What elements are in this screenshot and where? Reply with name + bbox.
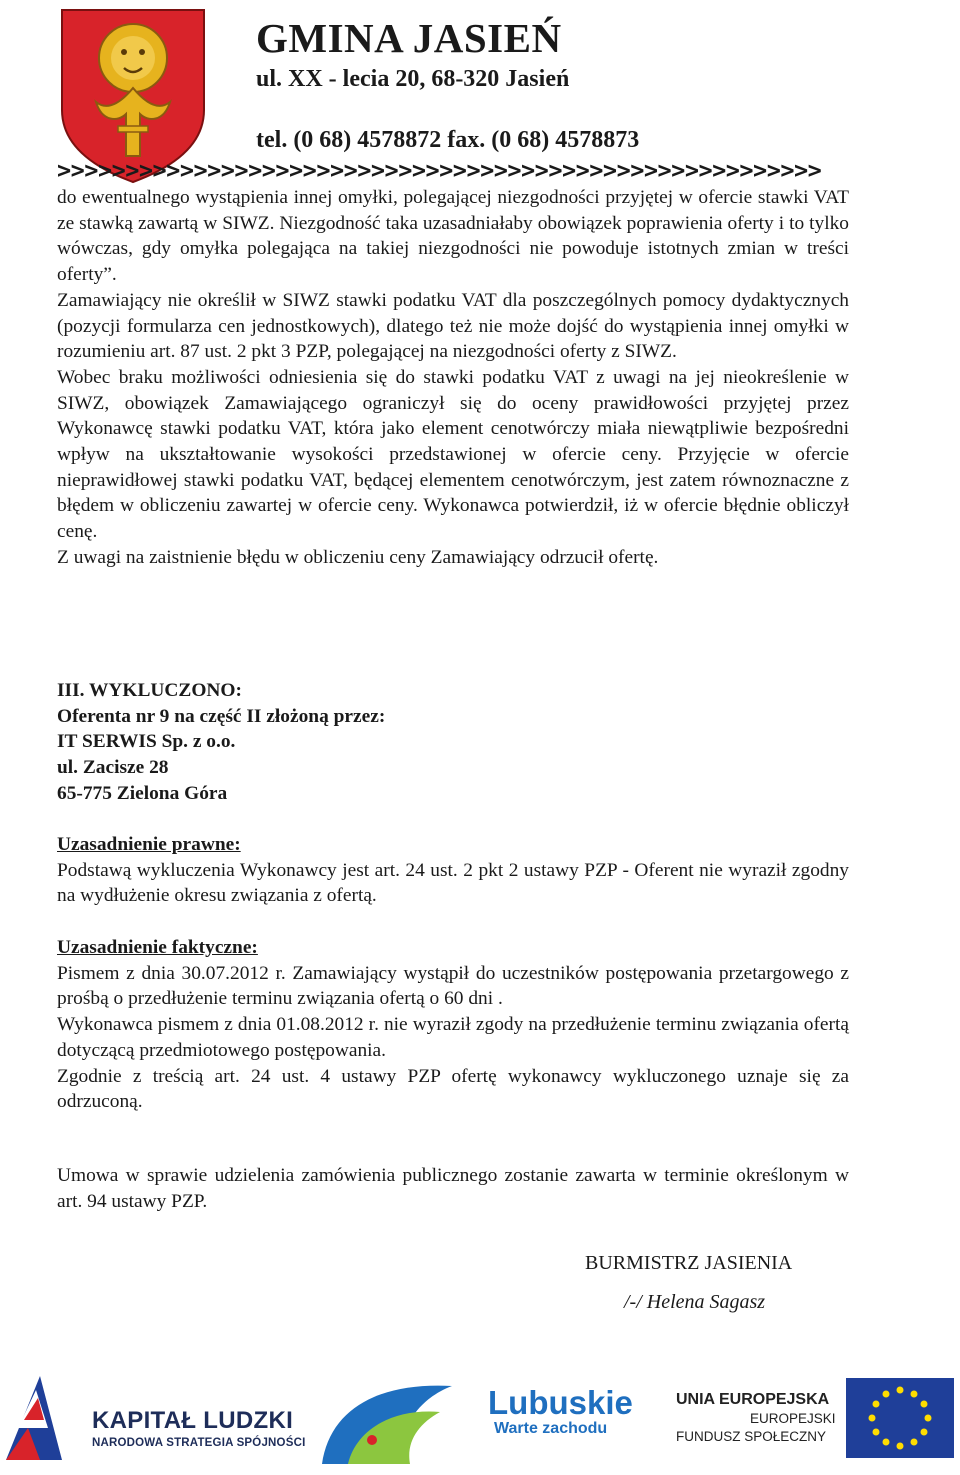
lubuskie-subtitle: Warte zachodu [494, 1420, 608, 1437]
legal-text: Podstawą wykluczenia Wykonawcy jest art. 24 ust. 2 pkt 2 ustawy PZP - Oferent nie wyraził zgodny na wydłużenie okresu związania z ofertą. [57, 859, 849, 907]
paragraph: Wobec braku możliwości odniesienia się do stawki podatku VAT z uwagi na jej nieokreślenie w SIWZ, obowiązek Zamawiającego ograniczył się do oceny prawidłowości przyjętej przez Wykonawcę stawki podatku VAT, która jako element cenotwórczy miała niewątpliwie bezpośredni wpływ na ukształtowanie wysokości przedstawionej w ofercie ceny. Przyjęcie w ofercie nieprawidłowej stawki podatku VAT, będącej elementem cenotwórczym, jest zatem równoznaczne z błędem w obliczeniu zawartej w ofercie ceny. Wykonawca potwierdził, iż w ofercie błędnie obliczył cenę. [57, 366, 849, 543]
bidder-street: ul. Zacisze 28 [57, 757, 169, 779]
bidder-name: IT SERWIS Sp. z o.o. [57, 731, 236, 753]
org-contact: tel. (0 68) 4578872 fax. (0 68) 4578873 [256, 127, 640, 153]
bidder-city: 65-775 Zielona Góra [57, 782, 228, 804]
paragraph: Zamawiający nie określił w SIWZ stawki podatku VAT dla poszczególnych pomocy dydaktycznych (pozycji formularza cen jednostkowych), dlatego też nie może dojść do wystąpienia innej omyłki w rozumieniu art. 87 ust. 2 pkt 3 PZP, polegającej na niezgodności oferty z SIWZ. [57, 289, 849, 363]
paragraph: do ewentualnego wystąpienia innej omyłki, polegającej niezgodności przyjętej w ofercie stawki VAT ze stawką zawartą w SIWZ. Niezgodność taka uzasadniałaby obowiązek poprawienia oferty i to tylko wówczas, gdy omyłka polegająca na takiej niezgodności nie powoduje istotnych zmian w treści oferty”. [57, 187, 849, 286]
signature-title: BURMISTRZ JASIENIA [585, 1252, 793, 1274]
factual-justification [57, 935, 849, 1115]
kapital-ludzki-subtitle: NARODOWA STRATEGIA SPÓJNOŚCI [92, 1437, 306, 1449]
org-address: ul. XX - lecia 20, 68-320 Jasień [256, 66, 570, 92]
closing-text [57, 1163, 849, 1214]
header-separator: >>>>>>>>>>>>>>>>>>>>>>>>>>>>>>>>>>>>>>>>>>>>>>>>>>>>>>>> [57, 156, 822, 184]
factual-paragraph: Pismem z dnia 30.07.2012 r. Zamawiający wystąpił do uczestników postępowania przetargowego z prośbą o przedłużenie terminu związania ofertą o 60 dni . [57, 962, 849, 1010]
legal-heading: Uzasadnienie prawne: [57, 834, 241, 855]
paragraph: Z uwagi na zaistnienie błędu w obliczeniu ceny Zamawiający odrzucił ofertę. [57, 546, 659, 568]
legal-justification [57, 832, 849, 909]
lubuskie-logo-icon [322, 1386, 452, 1464]
lubuskie-title: Lubuskie [488, 1384, 633, 1421]
factual-paragraph: Zgodnie z treścią art. 24 ust. 4 ustawy PZP ofertę wykonawcy wykluczonego uznaje się za odrzuconą. [57, 1065, 849, 1113]
eu-title: UNIA EUROPEJSKA [676, 1391, 830, 1408]
factual-paragraph: Wykonawca pismem z dnia 01.08.2012 r. nie wyraził zgody na przedłużenie terminu związania ofertą dotyczącą przedmiotowego postępowania. [57, 1014, 849, 1061]
bidder-line: Oferenta nr 9 na część II złożoną przez: [57, 705, 386, 727]
org-name: GMINA JASIEŃ [256, 15, 562, 61]
eu-line3: FUNDUSZ SPOŁECZNY [676, 1429, 827, 1444]
section-heading: III. WYKLUCZONO: [57, 680, 242, 701]
eu-flag-icon [846, 1378, 954, 1458]
body-text [57, 185, 849, 571]
kapital-ludzki-logo-icon [6, 1376, 62, 1460]
signature-name: /-/ Helena Sagasz [624, 1291, 766, 1313]
section-excluded [57, 678, 849, 807]
eu-line2: EUROPEJSKI [750, 1411, 836, 1426]
kapital-ludzki-title: KAPITAŁ LUDZKI [92, 1407, 294, 1434]
closing-paragraph: Umowa w sprawie udzielenia zamówienia publicznego zostanie zawarta w terminie określonym w art. 94 ustawy PZP. [57, 1165, 849, 1212]
factual-heading: Uzasadnienie faktyczne: [57, 937, 258, 958]
